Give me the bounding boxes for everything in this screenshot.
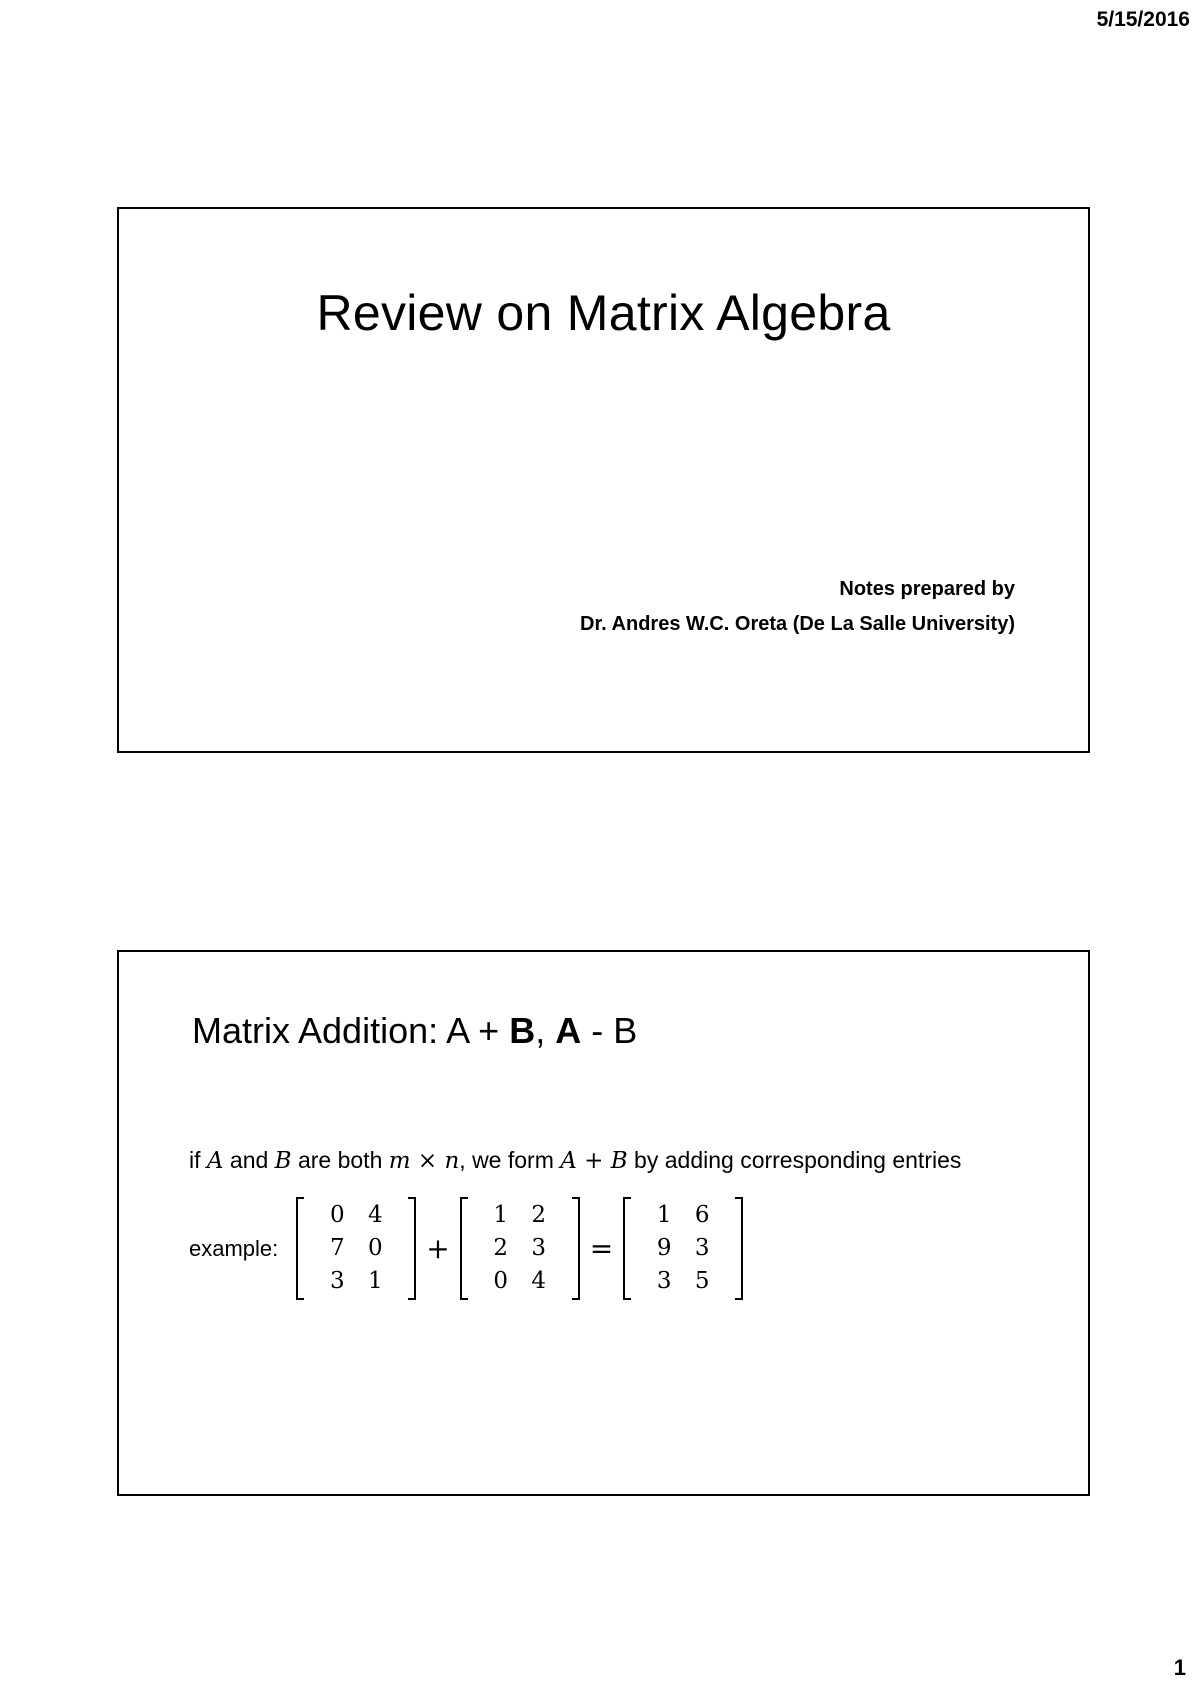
matrix-cell: 6	[694, 1202, 710, 1228]
title-suffix: - B	[581, 1010, 638, 1051]
math-a: A	[206, 1148, 224, 1174]
title-sep: ,	[535, 1010, 556, 1051]
matrix-row	[482, 1232, 558, 1265]
matrix-cell: 0	[493, 1268, 509, 1294]
matrix-cell: 5	[694, 1268, 710, 1294]
math-m-by-n: m × n	[388, 1148, 460, 1174]
title-bold-a: A	[555, 1010, 582, 1051]
math-b: B	[274, 1148, 292, 1174]
slide-title	[192, 1010, 637, 1052]
page-number: 1	[1173, 1655, 1186, 1680]
matrix-row	[482, 1199, 558, 1232]
matrix-cell: 3	[531, 1235, 547, 1261]
statement-text: are both	[291, 1147, 389, 1173]
matrix-sum	[623, 1197, 743, 1300]
matrix-cell: 4	[531, 1268, 547, 1294]
matrix-row	[318, 1265, 394, 1298]
matrix-cell: 0	[329, 1202, 345, 1228]
matrix-cell: 9	[656, 1235, 672, 1261]
statement-text: and	[223, 1147, 275, 1173]
matrix-cell: 1	[656, 1202, 672, 1228]
example-equation	[189, 1197, 743, 1300]
matrix-cell: 3	[329, 1268, 345, 1294]
title-prefix: Matrix Addition: A +	[192, 1010, 510, 1051]
slide-title: Review on Matrix Algebra	[316, 285, 891, 341]
matrix-cell: 3	[694, 1235, 710, 1261]
matrix-row	[318, 1199, 394, 1232]
matrix-cell: 7	[329, 1235, 345, 1261]
math-a-plus-b: A + B	[560, 1148, 628, 1174]
title-slide	[117, 207, 1090, 753]
credit-line: Notes prepared by	[839, 578, 1015, 600]
matrix-row	[645, 1265, 721, 1298]
matrix-b	[460, 1197, 580, 1300]
author-line: Dr. Andres W.C. Oreta (De La Salle University)	[580, 613, 1015, 635]
matrix-cell: 1	[493, 1202, 509, 1228]
page-date: 5/15/2016	[1096, 8, 1190, 31]
equals-sign: =	[589, 1232, 614, 1265]
matrix-row	[645, 1232, 721, 1265]
definition-statement	[189, 1147, 961, 1174]
matrix-cell: 4	[367, 1202, 383, 1228]
matrix-cell: 0	[367, 1235, 383, 1261]
matrix-row	[318, 1232, 394, 1265]
plus-sign: +	[426, 1232, 450, 1265]
matrix-row	[482, 1265, 558, 1298]
example-label: example:	[189, 1235, 279, 1261]
title-bold-b: B	[509, 1010, 536, 1051]
statement-text: , we form	[459, 1147, 561, 1173]
matrix-addition-slide	[117, 950, 1090, 1496]
matrix-cell: 2	[493, 1235, 509, 1261]
matrix-cell: 3	[656, 1268, 672, 1294]
matrix-a	[296, 1197, 416, 1300]
matrix-cell: 1	[367, 1268, 383, 1294]
statement-text: by adding corresponding entries	[627, 1147, 962, 1173]
statement-text: if	[189, 1147, 207, 1173]
matrix-row	[645, 1199, 721, 1232]
matrix-cell: 2	[531, 1202, 547, 1228]
